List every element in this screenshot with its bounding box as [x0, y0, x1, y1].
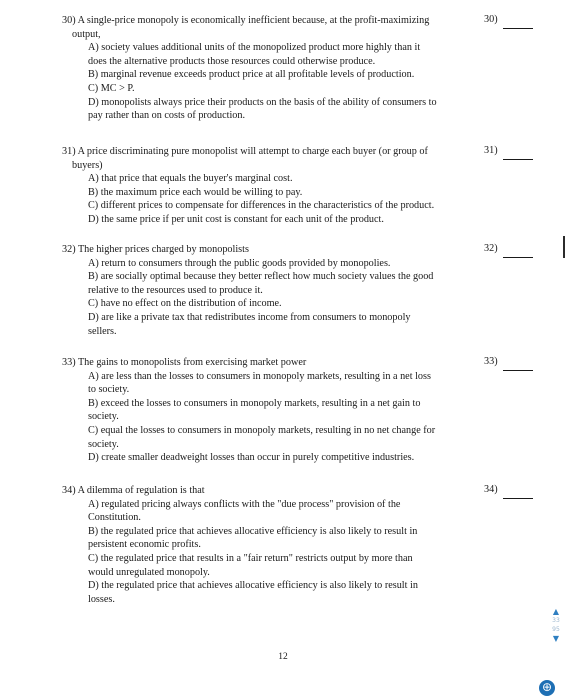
answer-blank[interactable] — [503, 370, 533, 371]
option-c — [62, 82, 482, 96]
option-a — [62, 41, 482, 68]
option-c — [62, 297, 482, 311]
option-c — [62, 199, 482, 213]
stem-line: buyers) — [72, 159, 103, 171]
option-line: B) exceed the losses to consumers in monopoly markets, resulting in a net gain to — [88, 397, 421, 409]
option-line: A) society values additional units of the monopolized product more highly than it — [88, 42, 421, 54]
option-line: B) the maximum price each would be willing to pay. — [88, 186, 303, 198]
option-line: B) are socially optimal because they better reflect how much society values the good — [88, 271, 434, 283]
option-line: B) the regulated price that achieves allocative efficiency is also likely to result in — [88, 525, 418, 537]
answer-number: 33) — [484, 356, 498, 367]
option-c — [62, 424, 482, 451]
current-page-indicator: 33 — [552, 617, 560, 624]
total-pages-indicator: 95 — [552, 626, 560, 633]
option-line: to society. — [88, 384, 130, 396]
option-b — [62, 186, 482, 200]
stem-line: 32) The higher prices charged by monopolists — [62, 244, 249, 255]
option-line: B) marginal revenue exceeds product price at all profitable levels of production. — [88, 69, 415, 81]
answer-blank[interactable] — [503, 28, 533, 29]
option-line: persistent economic profits. — [88, 539, 201, 551]
option-d — [62, 311, 482, 338]
page-number: 12 — [278, 652, 288, 662]
option-line: A) regulated pricing always conflicts with the "due process" provision of the — [88, 498, 401, 510]
stem-line: output, — [72, 28, 101, 40]
zoom-in-icon[interactable]: ⊕ — [539, 680, 555, 696]
answer-number: 31) — [484, 145, 498, 156]
option-line: C) have no effect on the distribution of income. — [88, 298, 282, 310]
triangle-down-icon[interactable]: ▼ — [552, 634, 560, 643]
option-a — [62, 370, 482, 397]
question-stem — [62, 145, 482, 172]
question-33 — [62, 356, 482, 465]
answer-number: 32) — [484, 243, 498, 254]
answer-blank[interactable] — [503, 257, 533, 258]
option-line: A) that price that equals the buyer's marginal cost. — [88, 173, 293, 185]
question-34 — [62, 484, 482, 606]
answer-blank[interactable] — [503, 159, 533, 160]
option-line: D) are like a private tax that redistributes income from consumers to monopoly — [88, 311, 411, 323]
option-line: Constitution. — [88, 512, 141, 524]
option-line: losses. — [88, 593, 115, 605]
stem-line: 34) A dilemma of regulation is that — [62, 485, 205, 496]
option-line: does the alternative products those resources could otherwise produce. — [88, 55, 376, 67]
question-stem — [62, 243, 482, 257]
option-d — [62, 213, 482, 227]
option-line: sellers. — [88, 325, 117, 337]
option-line: would unregulated monopoly. — [88, 566, 210, 578]
option-b — [62, 68, 482, 82]
option-line: C) different prices to compensate for differences in the characteristics of the product. — [88, 200, 435, 212]
option-b — [62, 270, 482, 297]
stem-line: 31) A price discriminating pure monopolist will attempt to charge each buyer (or group of — [62, 146, 428, 157]
option-a — [62, 172, 482, 186]
option-line: A) return to consumers through the public goods provided by monopolies. — [88, 257, 391, 269]
question-stem — [62, 484, 482, 498]
question-stem — [62, 14, 482, 41]
page-navigator — [549, 607, 563, 643]
answer-number: 34) — [484, 484, 498, 495]
option-line: D) monopolists always price their products on the basis of the ability of consumers to — [88, 96, 437, 108]
stem-line: 33) The gains to monopolists from exercising market power — [62, 357, 307, 368]
option-line: pay rather than on costs of production. — [88, 110, 246, 122]
question-31 — [62, 145, 482, 227]
option-b — [62, 397, 482, 424]
option-line: C) MC > P. — [88, 82, 135, 94]
text-cursor — [563, 236, 565, 258]
option-line: D) the same price if per unit cost is constant for each unit of the product. — [88, 213, 384, 225]
option-line: C) the regulated price that results in a "fair return" restricts output by more than — [88, 552, 413, 564]
option-line: society. — [88, 411, 119, 423]
option-d — [62, 451, 482, 465]
option-a — [62, 257, 482, 271]
option-line: C) equal the losses to consumers in monopoly markets, resulting in no net change for — [88, 424, 436, 436]
option-b — [62, 525, 482, 552]
option-line: A) are less than the losses to consumers in monopoly markets, resulting in a net loss — [88, 370, 431, 382]
question-stem — [62, 356, 482, 370]
option-d — [62, 96, 482, 123]
stem-line: 30) A single-price monopoly is economically inefficient because, at the profit-maximizing — [62, 15, 430, 26]
option-line: relative to the resources used to produce it. — [88, 284, 263, 296]
option-line: D) the regulated price that achieves allocative efficiency is also likely to result in — [88, 580, 418, 592]
question-30 — [62, 14, 482, 123]
question-32 — [62, 243, 482, 338]
option-line: society. — [88, 438, 119, 450]
option-d — [62, 579, 482, 606]
option-c — [62, 552, 482, 579]
option-a — [62, 498, 482, 525]
answer-blank[interactable] — [503, 498, 533, 499]
answer-number: 30) — [484, 14, 498, 25]
triangle-up-icon[interactable]: ▲ — [552, 607, 560, 616]
option-line: D) create smaller deadweight losses than occur in purely competitive industries. — [88, 452, 415, 464]
